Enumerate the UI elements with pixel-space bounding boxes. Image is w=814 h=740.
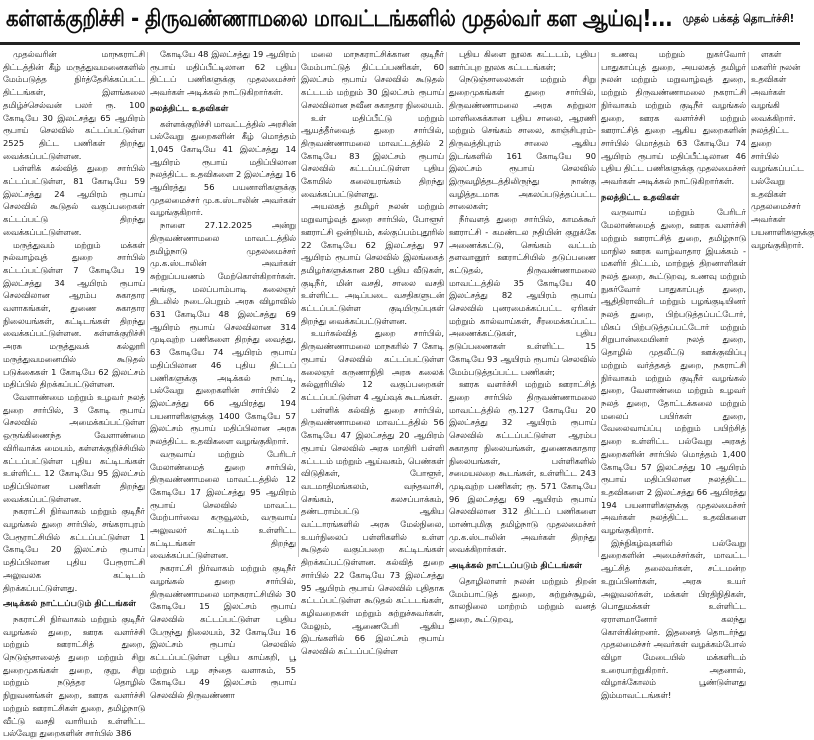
- article-paragraph: நகராட்சி நிர்வாகம் மற்றும் குடிநீர் வழங்கல் துறை சார்பில், சங்கராபுரம் பேரூராட்சியில் கட்டப்பட்டுள்ள 1 கோடியே 20 இலட்சம் ரூபாய் மதிப்பிலான புதிய பேரூராட்சி அலுவலக கட்டிடம் திறக்கப்பட்டுள்ளது.: [3, 506, 145, 593]
- article-column-5: [601, 48, 746, 701]
- article-paragraph: ளகள் மகளிர் நலன் உதவிகள் அவர்கள் வழங்கி வைக்கிறார். நலத்திட்ட துறை சார்பில் வழங்கப்பட்ட பல்வேறு உதவிகள் முதலமைச்சர் அவர்கள் பயனாளிகளுக்கு வழங்குகிறார்.: [751, 49, 814, 250]
- article-paragraph: நீர்வளத் துறை சார்பில், காமக்கூர் ஊராட்சி - கமண்டல நதியின் குறுக்கே அணைக்கட்டு, செங்கம் வட்டம் தளவானூர் ஊராட்சியில் தடுப்பணை கட்டுதல், திருவண்ணாமலை மாவட்டத்தில் 35 கோடியே 40 இலட்சத்து 82 ஆயிரம் ரூபாய் செலவில் புனரமைக்கப்பட்ட ஏரிகள் மற்றும் கால்வாய்கள், சீரமைக்கப்பட்ட அணைக்கட்டுகள், புதிய தடுப்பணைகள் உள்ளிட்ட 15 கோடியே 93 ஆயிரம் ரூபாய் செலவில் மேம்படுத்தப்பட்ட பணிகள்;: [449, 214, 596, 377]
- article-paragraph: உயர்கல்வித் துறை சார்பில், திருவண்ணாமலை மாநகரில் 7 கோடி ரூபாய் செலவில் கட்டப்பட்டுள்ள கலைஞர் கருணாநிதி அரசு கலைக் கல்லூரியில் 12 வகுப்பறைகள் கட்டப்பட்டுள்ள 4 ஆய்வுக் கூடங்கள்.: [301, 328, 444, 402]
- article-column-4: [449, 48, 596, 624]
- column-divider: [748, 52, 749, 557]
- article-paragraph: அயலகத் தமிழர் நலன் மற்றும் மறுவாழ்வுத் துறை சார்பில், போளூர் ஊராட்சி ஒன்றியம், கல்குப்பம்புதூரில் 22 கோடியே 62 இலட்சத்து 97 ஆயிரம் ரூபாய் செலவில் இலங்கைத் தமிழர்களுக்கான 280 புதிய வீடுகள், குடிநீர், மின் வசதி, சாலை வசதி உள்ளிட்ட அடிப்படை வசதிகளுடன் கட்டப்பட்டுள்ள குடியிருப்புகள் திறந்து வைக்கப்பட்டுள்ளன.: [301, 201, 444, 326]
- column-divider: [598, 52, 599, 557]
- article-paragraph: முதல்வரின் மாநகராட்சி திட்டத்தின் கீழ் மருத்துவமனைகளில் மேம்படுத்த நிர்த்தேசிக்கப்பட்ட திட்டங்கள், இளங்கலை தமிழ்ச்செல்வன் பலர் ரூ. 100 கோடியே 30 இலட்சத்து 65 ஆயிரம் ரூபாய் செலவில் கட்டப்பட்டுள்ள 2525 திட்ட பணிகள் திறந்து வைக்கப்பட்டுள்ளன.: [3, 49, 145, 161]
- article-paragraph: புதிய கிளை நூலக கட்டடம், புதிய ஊர்ப்புற நூலக கட்டடங்கள்;: [449, 49, 596, 72]
- headline-rule: [0, 42, 800, 45]
- column-divider: [147, 52, 148, 557]
- article-paragraph: நகராட்சி நிர்வாகம் மற்றும் குடிநீர் வழங்கல் துறை சார்பில், திருவண்ணாமலை மாநகராட்சியில் 30 கோடியே 15 இலட்சம் ரூபாய் செலவில் கட்டப்பட்டுள்ள புதிய பேருந்து நிலையம், 32 கோடியே 16 இலட்சம் ரூபாய் செலவில் கட்டப்பட்டுள்ள புதிய காய்கறி, பூ மற்றும் பழ சந்தை வளாகம், 55 கோடியே 49 இலட்சம் ரூபாய் செலவில் திருவண்ணா: [150, 563, 296, 701]
- article-column-1: [3, 48, 145, 739]
- article-paragraph: உணவு மற்றும் நுகர்வோர் பாதுகாப்புத் துறை, அயலகத் தமிழர் நலன் மற்றும் மறுவாழ்வுத் துறை, மற்றும் திருவண்ணாமலை நகராட்சி நிர்வாகம் மற்றும் குடிநீர் வழங்கல் துறை, ஊரக வளர்ச்சி மற்றும் ஊராட்சித் துறை ஆகிய துறைகளின் சார்பில் மொத்தம் 63 கோடியே 74 ஆயிரம் ரூபாய் மதிப்பீட்டிலான 46 புதிய திட்ட பணிகளுக்கு முதலமைச்சர் அவர்கள் அடிக்கல் நாட்டுகிறார்கள்.: [601, 49, 746, 187]
- article-paragraph: வருவாய் மற்றும் பேரிடர் மேலாண்மைத் துறை சார்பில், திருவண்ணாமலை மாவட்டத்தில் 12 கோடியே 17 இலட்சத்து 95 ஆயிரம் ரூபாய் செலவில் மாவட்ட மேற்பார்வை கருவூலம், வருவாய் அலுவலர் கட்டிடம் உள்ளிட்ட கட்டிடங்கள் திறந்து வைக்கப்பட்டுள்ளன.: [150, 448, 296, 561]
- column-divider: [298, 52, 299, 557]
- article-paragraph: இந்நிகழ்வுகளில் பல்வேறு துறைகளின் அமைச்சர்கள், மாவட்ட ஆட்சித் தலைவர்கள், சட்டமன்ற உறுப்பினர்கள், அரசு உயர் அலுவலர்கள், மக்கள் பிரதிநிதிகள், பொதுமக்கள் உள்ளிட்ட ஏராளமானோர் கலந்து கொள்கின்றனர். இதனைத் தொடர்ந்து முதலமைச்சர் அவர்கள் வழக்கம்போல் விழா மேடையில் மக்களிடம் உரையாற்றுகிறார். அதனால், விழாக்கோலம் பூண்டுள்ளது இம்மாவட்டங்கள்!: [601, 537, 746, 701]
- headline-title: கள்ளக்குறிச்சி - திருவண்ணாமலை மாவட்டங்களில் முதல்வர் கள ஆய்வு!...: [6, 6, 673, 32]
- article-paragraph: நாளை 27.12.2025 அன்று திருவண்ணாமலை மாவட்டத்தில் தமிழ்நாடு முதலமைச்சர் மு.க.ஸ்டாலின் அவர்கள் சுற்றுப்பயணம் மேற்கொள்கிறார்கள். அங்கு, மலப்பாம்பாடி கலைஞர் திடலில் நடைபெறும் அரசு விழாவில் 631 கோடியே 48 இலட்சத்து 69 ஆயிரம் ரூபாய் செலவிலான 314 முடிவுற்ற பணிகளை திறந்து வைத்து, 63 கோடியே 74 ஆயிரம் ரூபாய் மதிப்பிலான 46 புதிய திட்டப் பணிகளுக்கு அடிக்கல் நாட்டி, பல்வேறு துறைகளின் சார்பில் 2 இலட்சத்து 66 ஆயிரத்து 194 பயனாளிகளுக்கு 1400 கோடியே 57 இலட்சம் ரூபாய் மதிப்பிலான அரசு நலத்திட்ட உதவிகளை வழங்குகிறார்.: [150, 220, 296, 447]
- headline-bar: [0, 0, 800, 52]
- section-subheading: அடிக்கல் நாட்டப்படும் திட்டங்கள்: [449, 561, 583, 572]
- section-subheading: நலத்திட்ட உதவிகள்: [601, 192, 680, 203]
- article-column-2: [150, 48, 296, 701]
- article-paragraph: கள்ளக்குறிச்சி மாவட்டத்தில் அரசின் பல்வேறு துறைகளின் கீழ் மொத்தம் 1,045 கோடியே 41 இலட்சத்து 14 ஆயிரம் ரூபாய் மதிப்பிலான நலத்திட்ட உதவிகளை 2 இலட்சத்து 16 ஆயிரத்து 56 பயனாளிகளுக்கு முதலமைச்சர் மு.க.ஸ்டாலின் அவர்கள் வழங்குகிறார்.: [150, 118, 296, 218]
- article-body: [0, 48, 814, 739]
- article-column-3: [301, 48, 444, 657]
- article-paragraph: உள் மதிப்பீட்டு மற்றும் ஆயத்தீர்வைத் துறை சார்பில், திருவண்ணாமலை மாவட்டத்தில் 2 கோடியே 83 இலட்சம் ரூபாய் செலவில் கட்டப்பட்டுள்ள புதிய கோயில் கலையரங்கம் திறந்து வைக்கப்பட்டுள்ளது.: [301, 112, 444, 199]
- article-paragraph: மருத்துவம் மற்றும் மக்கள் நல்வாழ்வுத் துறை சார்பில் கட்டப்பட்டுள்ள 7 கோடியே 19 இலட்சத்து 34 ஆயிரம் ரூபாய் செலவிலான ஆரம்ப சுகாதார வளாகங்கள், துணை சுகாதார நிலையங்கள், கட்டிடங்கள் திறந்து வைக்கப்பட்டுள்ளன. கள்ளக்குறிச்சி அரசு மருத்துவக் கல்லூரி மருத்துவமனையில் கூடுதல் படுக்கைகள் 1 கோடியே 62 இலட்சம் மதிப்பில் திறக்கப்பட்டுள்ளன.: [3, 239, 145, 390]
- section-subheading: நலத்திட்ட உதவிகள்: [150, 103, 229, 114]
- article-paragraph: ஊரக வளர்ச்சி மற்றும் ஊராட்சித் துறை சார்பில் திருவண்ணாமலை மாவட்டத்தில் ரூ.127 கோடியே 20 இலட்சத்து 32 ஆயிரம் ரூபாய் செலவில் கட்டப்பட்டுள்ள ஆரம்ப சுகாதார நிலையங்கள், துணைசுகாதார நிலையங்கள், பள்ளிகளில் சமையலறை கூடங்கள், உள்ளிட்ட 243 முடிவுற்ற பணிகள்; ரூ. 571 கோடியே 96 இலட்சத்து 69 ஆயிரம் ரூபாய் செலவிலான 312 திட்டப் பணிகளை மாண்புமிகு தமிழ்நாடு முதலமைச்சர் மு.க.ஸ்டாலின் அவர்கள் திறந்து வைக்கிறார்கள்.: [449, 379, 596, 555]
- article-paragraph: கோடியே 48 இலட்சத்து 19 ஆயிரம் ரூபாய் மதிப்பீட்டிலான 62 புதிய திட்டப் பணிகளுக்கு முதலமைச்சர் அவர்கள் அடிக்கல் நாட்டுகிறார்கள்.: [150, 49, 296, 98]
- article-paragraph: நெடுஞ்சாலைகள் மற்றும் சிறு துறைமுகங்கள் துறை சார்பில், திருவண்ணாமலை அரசு சுற்றுலா மாளிகைக்கான புதிய சாலை, ஆரணி மற்றும் செங்கம் சாலை, காஞ்சிபுரம்-திருவத்திபுரம் சாலை ஆகிய இடங்களில் 161 கோடியே 90 இலட்சம் ரூபாய் செலவில் இருவழித்தடத்திலிருந்து நான்கு வழித்தடமாக அகலப்படுத்தப்பட்ட சாலைகள்;: [449, 74, 596, 212]
- article-paragraph: பள்ளிக் கல்வித் துறை சார்பில் கட்டப்பட்டுள்ள, 81 கோடியே 59 இலட்சத்து 24 ஆயிரம் ரூபாய் செலவில் கூடுதல் வகுப்பறைகள் கட்டப்பட்டு திறந்து வைக்கப்பட்டுள்ளன.: [3, 163, 145, 237]
- article-paragraph: நகராட்சி நிர்வாகம் மற்றும் குடிநீர் வழங்கல் துறை, ஊரக வளர்ச்சி மற்றும் ஊராட்சித் துறை, நெடுஞ்சாலைத் துறை மற்றும் சிறு துறைமுகங்கள் துறை, குறு, சிறு மற்றும் நடுத்தர தொழில் நிறுவனங்கள் துறை, ஊரக வளர்ச்சி மற்றும் ஊராட்சிகள் துறை, தமிழ்நாடு வீட்டு வசதி வாரியம் உள்ளிட்ட பல்வேறு துறைகளின் சார்பில் 386: [3, 613, 145, 739]
- column-divider: [446, 52, 447, 557]
- article-paragraph: பள்ளிக் கல்வித் துறை சார்பில், திருவண்ணாமலை மாவட்டத்தில் 56 கோடியே 47 இலட்சத்து 20 ஆயிரம் ரூபாய் செலவில் அரசு மாதிரி பள்ளி கட்டடம் மற்றும் ஆய்வகம், பெண்கள் விடுதிகள், போளூர், வடமாதிமங்கலம், வந்தவாசி, செங்கம், கலசப்பாக்கம், தண்டராம்பட்டு ஆகிய வட்டாரங்களில் அரசு மேல்நிலை, உயர்நிலைப் பள்ளிகளில் உள்ள கூடுதல் வகுப்பறை கட்டிடங்கள் திறக்கப்பட்டுள்ளன. கல்வித் துறை சார்பில் 22 கோடியே 73 இலட்சத்து 95 ஆயிரம் ரூபாய் செலவில் புதிதாக கட்டப்பட்டுள்ள கூடுதல் கட்டடங்கள், கழிவறைகள் மற்றும் சுற்றுச்சுவர்கள், மேலும், ஆணைபேரி ஆகிய இடங்களில் 66 இலட்சம் ரூபாய் செலவில் கட்டப்பட்டுள்ள: [301, 404, 444, 657]
- article-paragraph: வேளாண்மை மற்றும் உழவர் நலத் துறை சார்பில், 3 கோடி ரூபாய் செலவில் அமைக்கப்பட்டுள்ள ஒருங்கிணைந்த வேளாண்மை விரிவாக்க மையம், கள்ளக்குறிச்சியில் கட்டப்பட்டுள்ள புதிய கட்டிடங்கள் உள்ளிட்ட 12 கோடியே 95 இலட்சம் மதிப்பிலான பணிகள் திறந்து வைக்கப்பட்டுள்ளன.: [3, 391, 145, 504]
- article-paragraph: மலை மாநகராட்சிக்கான குடிநீர் மேம்பாட்டுத் திட்டப்பணிகள், 60 இலட்சம் ரூபாய் செலவில் கூடுதல் கட்டடம் மற்றும் 30 இலட்சம் ரூபாய் செலவிலான நவீன சுகாதார நிலையம்.: [301, 49, 444, 110]
- article-paragraph: வருவாய் மற்றும் பேரிடர் மேலாண்மைத் துறை, ஊரக வளர்ச்சி மற்றும் ஊராட்சித் துறை, தமிழ்நாடு மாநில ஊரக வாழ்வாதார இயக்கம் - மகளிர் திட்டம், மாற்றுத் திறனாளிகள் நலத் துறை, கூட்டுறவு, உணவு மற்றும் நுகர்வோர் பாதுகாப்புத் துறை, ஆதிதிராவிடர் மற்றும் பழங்குடியினர் நலத் துறை, பிற்படுத்தப்பட்டோர், மிகப் பிற்படுத்தப்பட்டோர் மற்றும் சிறுபான்மையினர் நலத் துறை, தொழில் முதலீட்டு ஊக்குவிப்பு மற்றும் வர்த்தகத் துறை, நகராட்சி நிர்வாகம் மற்றும் குடிநீர் வழங்கல் துறை, வேளாண்மை மற்றும் உழவர் நலத் துறை, தோட்டக்கலை மற்றும் மலைப் பயிர்கள் துறை, வேலைவாய்ப்பு மற்றும் பயிற்சித் துறை உள்ளிட்ட பல்வேறு அரசுத் துறைகளின் சார்பில் மொத்தம் 1,400 கோடியே 57 இலட்சத்து 10 ஆயிரம் ரூபாய் மதிப்பிலான நலத்திட்ட உதவிகளை 2 இலட்சத்து 66 ஆயிரத்து 194 பயனாளிகளுக்கு முதலமைச்சர் அவர்கள் நலத்திட்ட உதவிகளை வழங்குகிறார்.: [601, 207, 746, 536]
- section-subheading: அடிக்கல் நாட்டப்படும் திட்டங்கள்: [3, 599, 137, 610]
- headline-continued-label: முதல் பக்கத் தொடர்ச்சி!: [682, 12, 794, 25]
- article-paragraph: தொழிலாளர் நலன் மற்றும் திறன் மேம்பாட்டுத் துறை, சுற்றுச்சூழல், காலநிலை மாற்றம் மற்றும் வனத் துறை, கூட்டுறவு,: [449, 575, 596, 624]
- article-column-6: [751, 48, 814, 561]
